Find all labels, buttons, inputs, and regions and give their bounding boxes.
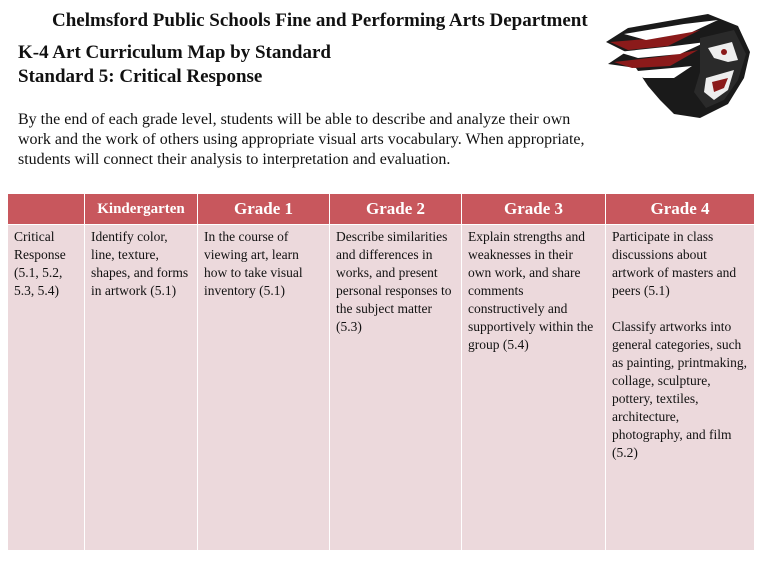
column-header-blank (8, 194, 85, 225)
grade-4-discussion-text: Participate in class discussions about artwork of masters and peers (5.1) (612, 229, 737, 298)
row-label-critical-response: Critical Response (5.1, 5.2, 5.3, 5.4) (8, 225, 85, 551)
column-header-grade-3: Grade 3 (462, 194, 606, 225)
table-header-row (8, 194, 755, 225)
cell-grade-2: Describe similarities and differences in works, and present personal responses to the subject matter (5.3) (330, 225, 462, 551)
cell-grade-4 (606, 225, 755, 551)
grade-4-classify-text: Classify artworks into general categories, such as painting, printmaking, collage, sculpture, pottery, textiles, architecture, photography, and film (5.2) (612, 319, 747, 460)
standard-title: Standard 5: Critical Response (18, 66, 263, 87)
curriculum-map-title: K-4 Art Curriculum Map by Standard (18, 42, 331, 63)
department-title: Chelmsford Public Schools Fine and Performing Arts Department (52, 10, 588, 31)
column-header-grade-1: Grade 1 (198, 194, 330, 225)
table-row (8, 225, 755, 551)
cell-grade-3: Explain strengths and weaknesses in their own work, and share comments constructively and supportively within the group (5.4) (462, 225, 606, 551)
cell-kindergarten: Identify color, line, texture, shapes, and forms in artwork (5.1) (85, 225, 198, 551)
lion-logo-icon (588, 8, 756, 120)
intro-paragraph: By the end of each grade level, students will be able to describe and analyze their own work and the work of others using appropriate visual arts vocabulary. When appropriate, students will connect their analysis to interpretation and evaluation. (18, 111, 585, 168)
cell-grade-1: In the course of viewing art, learn how to take visual inventory (5.1) (198, 225, 330, 551)
curriculum-table (7, 193, 755, 551)
column-header-grade-2: Grade 2 (330, 194, 462, 225)
column-header-grade-4: Grade 4 (606, 194, 755, 225)
column-header-kindergarten: Kindergarten (85, 194, 198, 225)
